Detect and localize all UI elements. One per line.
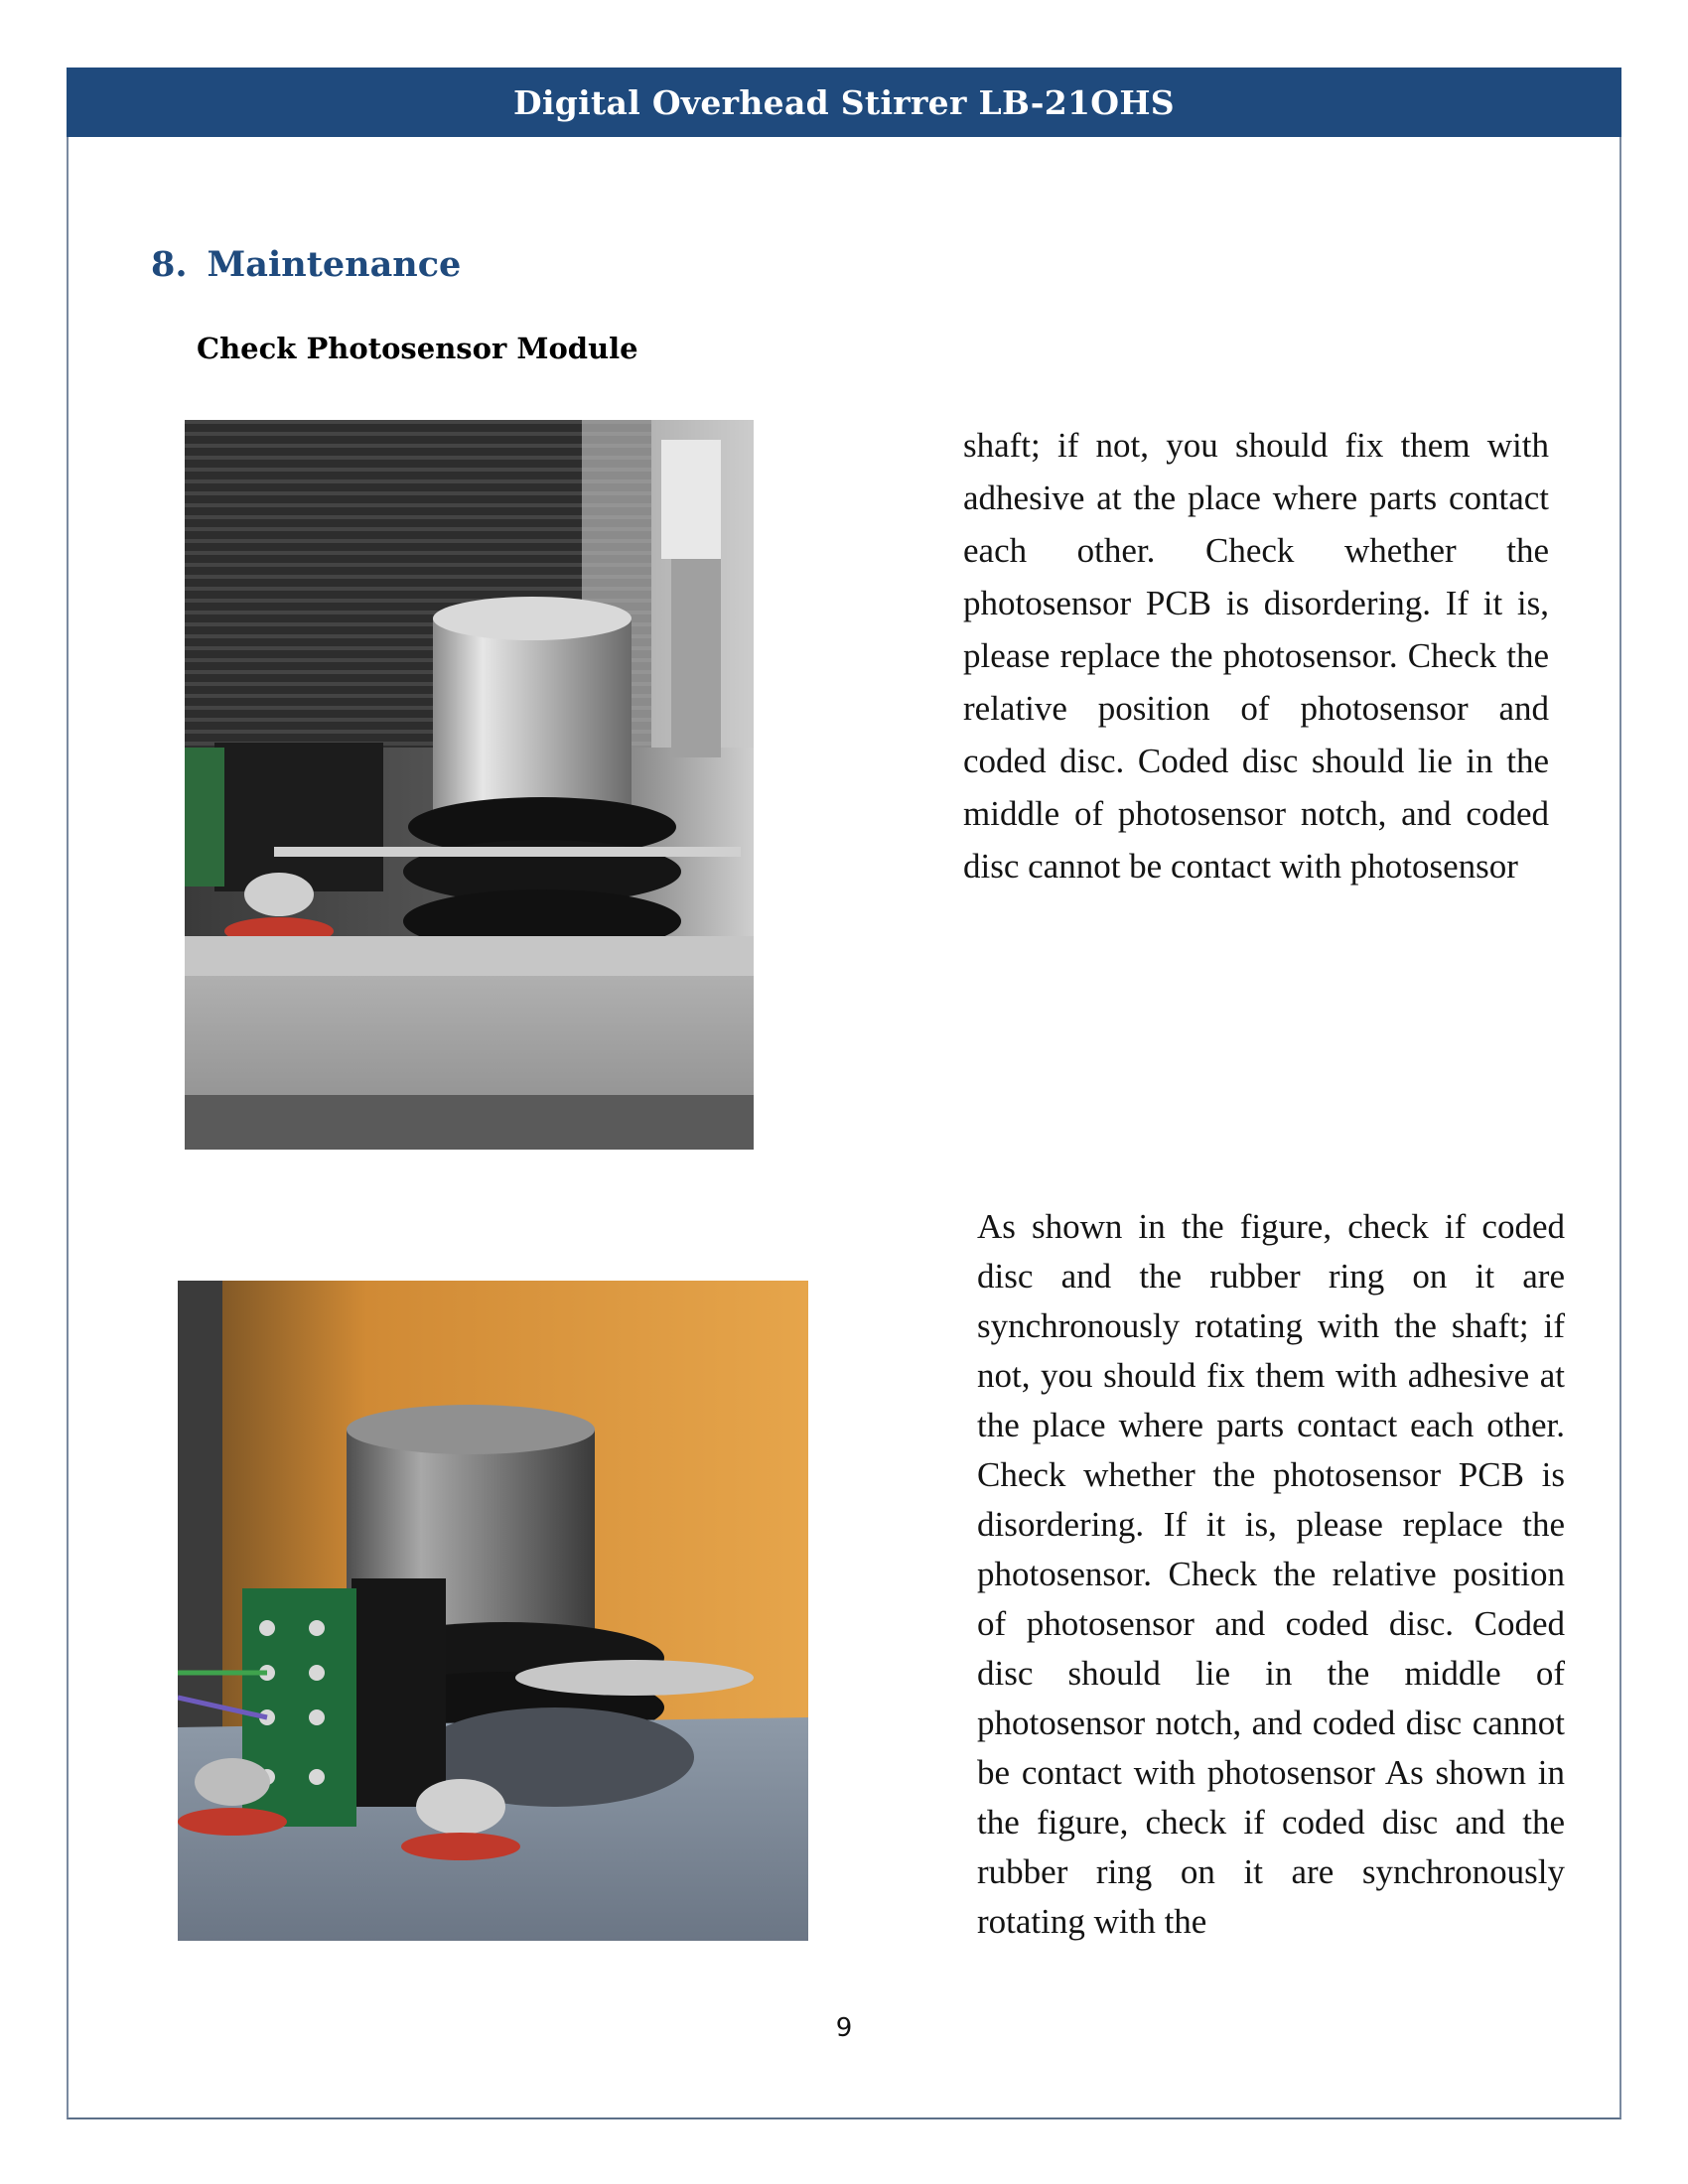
section-title: Maintenance [207, 244, 462, 285]
header-bar [67, 68, 1621, 137]
section-heading [151, 244, 461, 285]
photosensor-photo-1 [185, 420, 754, 1150]
subheading: Check Photosensor Module [197, 332, 638, 365]
page-number: 9 [835, 2013, 853, 2043]
paragraph-1: shaft; if not, you should fix them with adhesive at the place where parts contact each other. Check whether the photosensor PCB is disordering. If it is, please replace the photosensor. Check the relative position of photosensor and coded disc. Coded disc should lie in the middle of photosensor notch, and coded disc cannot be contact with photosensor [963, 426, 1549, 886]
document-title: Digital Overhead Stirrer LB-21OHS [513, 82, 1175, 122]
section-number: 8. [151, 244, 188, 285]
paragraph-2: As shown in the figure, check if coded disc and the rubber ring on it are synchronously rotating with the shaft; if not, you should fix them with adhesive at the place where parts contact each other. Check whether the photosensor PCB is disordering. If it is, please replace the photosensor. Check the relative position of photosensor and coded disc. Coded disc should lie in the middle of photosensor notch, and coded disc cannot be contact with photosensor As shown in the figure, check if coded disc and the rubber ring on it are synchronously rotating with the [977, 1207, 1565, 1941]
photosensor-photo-2 [178, 1281, 808, 1941]
